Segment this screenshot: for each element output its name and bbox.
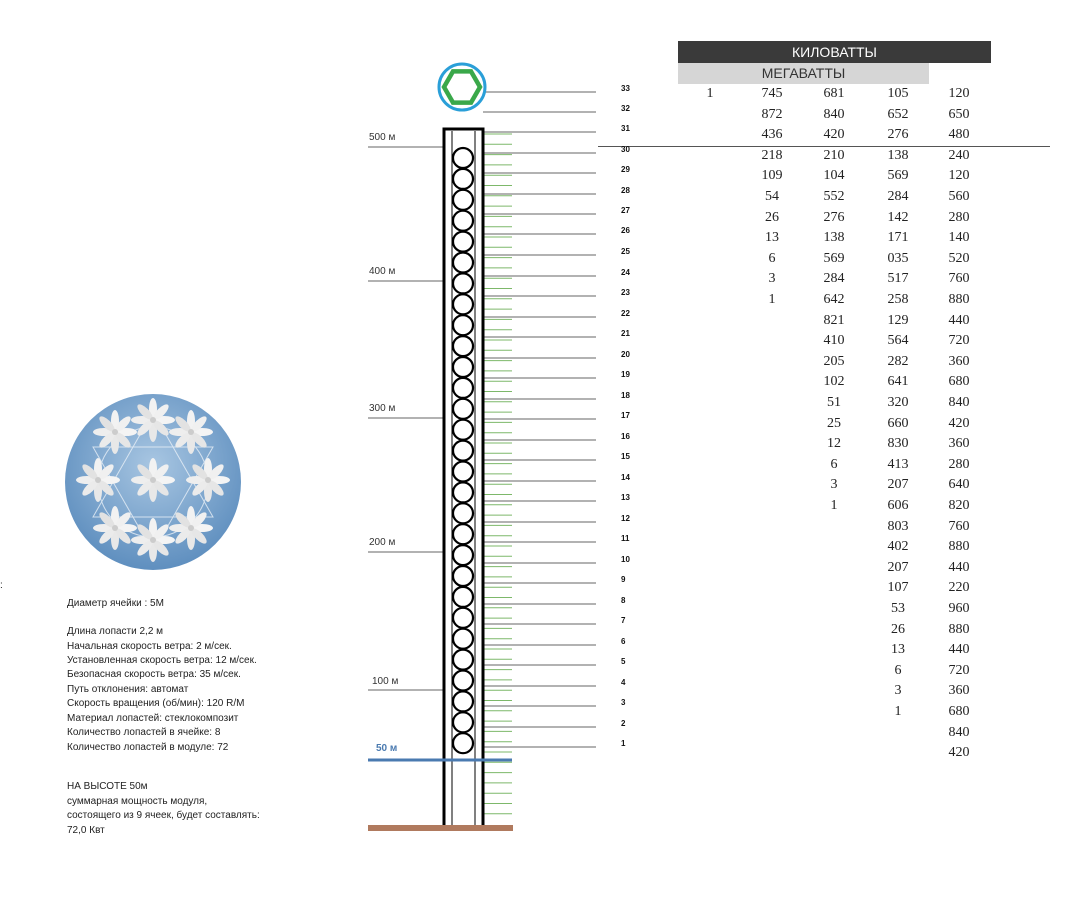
turbine-cell bbox=[453, 671, 473, 691]
table-cell: 035 bbox=[887, 250, 909, 266]
level-number: 8 bbox=[621, 596, 626, 605]
grass-lines bbox=[483, 134, 512, 814]
height-label: 200 м bbox=[369, 537, 396, 548]
level-number: 22 bbox=[621, 309, 630, 318]
table-cell: 642 bbox=[823, 292, 845, 307]
turbine-cell bbox=[453, 629, 473, 649]
spec-line: Установленная скорость ветра: 12 м/сек. bbox=[67, 655, 257, 666]
table-cell: 142 bbox=[887, 209, 909, 225]
table-cell: 276 bbox=[887, 127, 909, 143]
table-cell: 3 bbox=[894, 683, 902, 699]
table-cell: 258 bbox=[887, 292, 909, 307]
table-cell: 840 bbox=[948, 724, 970, 740]
table-cell: 109 bbox=[761, 168, 783, 184]
turbine-cell bbox=[453, 503, 473, 523]
table-cell: 480 bbox=[948, 127, 970, 143]
table-cell: 140 bbox=[948, 230, 970, 246]
level-number: 30 bbox=[621, 145, 630, 154]
height-label: 100 м bbox=[372, 676, 399, 687]
table-cell: 220 bbox=[948, 580, 970, 596]
hexagon-icon bbox=[444, 71, 480, 102]
table-cell: 210 bbox=[823, 147, 845, 163]
table-cell: 6 bbox=[894, 662, 902, 678]
height-label: 500 м bbox=[369, 132, 396, 143]
table-cell: 436 bbox=[761, 127, 783, 143]
table-cell: 218 bbox=[761, 147, 783, 163]
turbine-cell bbox=[453, 253, 473, 273]
table-cell: 53 bbox=[891, 601, 905, 616]
table-cell: 410 bbox=[823, 333, 845, 349]
table-cell: 360 bbox=[948, 683, 970, 699]
table-cell: 120 bbox=[948, 168, 970, 184]
table-cell: 171 bbox=[887, 230, 909, 246]
level-number: 27 bbox=[621, 206, 630, 215]
table-cell: 840 bbox=[823, 106, 845, 122]
turbine-cell bbox=[453, 566, 473, 586]
table-cell: 520 bbox=[948, 250, 970, 266]
level-number: 20 bbox=[621, 350, 630, 359]
table-cell: 720 bbox=[948, 662, 970, 678]
turbine-cell bbox=[453, 315, 473, 335]
level-number: 21 bbox=[621, 329, 630, 338]
turbine-cell bbox=[453, 545, 473, 565]
level-number: 2 bbox=[621, 719, 626, 728]
table-cell: 207 bbox=[887, 559, 909, 575]
table-cell: 821 bbox=[823, 312, 845, 328]
level-number: 23 bbox=[621, 288, 630, 297]
table-cell: 138 bbox=[823, 230, 845, 246]
table-cell: 284 bbox=[823, 271, 845, 287]
turbine-cell bbox=[453, 211, 473, 231]
turbine-cell bbox=[453, 378, 473, 398]
turbine-cell bbox=[453, 357, 473, 377]
turbine-cell bbox=[453, 232, 473, 252]
table-cell: 440 bbox=[948, 642, 970, 658]
table-cell: 650 bbox=[948, 106, 970, 122]
table-cell: 240 bbox=[948, 147, 970, 163]
table-cell: 13 bbox=[765, 230, 779, 246]
table-cell: 54 bbox=[765, 189, 779, 204]
level-number: 18 bbox=[621, 391, 630, 400]
table-cell: 420 bbox=[948, 415, 970, 431]
turbine-cell bbox=[453, 169, 473, 189]
turbine-cell bbox=[453, 587, 473, 607]
table-cell: 104 bbox=[823, 168, 845, 184]
table-cell: 1 bbox=[706, 86, 714, 101]
table-cell: 680 bbox=[948, 374, 970, 390]
table-cell: 560 bbox=[948, 189, 970, 204]
turbine-cell bbox=[453, 524, 473, 544]
table-cell: 569 bbox=[887, 168, 909, 184]
turbine-cell bbox=[453, 420, 473, 440]
table-cell: 3 bbox=[768, 271, 776, 287]
table-cell: 105 bbox=[887, 86, 909, 101]
height-label: 300 м bbox=[369, 403, 396, 414]
table-cell: 51 bbox=[827, 395, 841, 410]
table-cell: 745 bbox=[761, 86, 783, 101]
table-cell: 402 bbox=[887, 539, 909, 555]
level-number: 9 bbox=[621, 575, 626, 584]
table-cell: 564 bbox=[887, 333, 909, 349]
table-cell: 107 bbox=[887, 580, 909, 596]
table-cell: 360 bbox=[948, 436, 970, 452]
table-cell: 102 bbox=[823, 374, 845, 390]
table-cell: 880 bbox=[948, 539, 970, 555]
note-line: состоящего из 9 ячеек, будет составлять: bbox=[67, 810, 260, 821]
table-cell: 280 bbox=[948, 209, 970, 225]
table-cell: 660 bbox=[887, 415, 909, 431]
table-cell: 280 bbox=[948, 456, 970, 472]
table-cell: 652 bbox=[887, 106, 909, 122]
table-cell: 6 bbox=[768, 250, 776, 266]
stray-mark: : bbox=[0, 580, 3, 591]
level-number: 12 bbox=[621, 514, 630, 523]
tower-frame bbox=[444, 129, 483, 827]
kilowatts-header: КИЛОВАТТЫ bbox=[678, 41, 991, 63]
table-cell: 420 bbox=[948, 745, 970, 761]
turbine-cell bbox=[453, 294, 473, 314]
table-cell: 25 bbox=[827, 415, 841, 431]
table-cell: 880 bbox=[948, 621, 970, 637]
table-cell: 207 bbox=[887, 477, 909, 493]
table-cell: 517 bbox=[887, 271, 909, 287]
turbine-cells bbox=[453, 148, 473, 753]
spec-line: Диаметр ячейки : 5М bbox=[67, 598, 164, 609]
table-cell: 413 bbox=[887, 456, 909, 472]
height-ticks bbox=[368, 147, 444, 690]
table-cell: 840 bbox=[948, 395, 970, 410]
level-number: 4 bbox=[621, 678, 626, 687]
spec-line: Путь отклонения: автомат bbox=[67, 684, 189, 695]
turbine-cell bbox=[453, 691, 473, 711]
table-cell: 320 bbox=[887, 395, 909, 410]
table-cell: 420 bbox=[823, 127, 845, 143]
note-line: НА ВЫСОТЕ 50м bbox=[67, 781, 148, 792]
turbine-cell bbox=[453, 190, 473, 210]
table-cell: 1 bbox=[830, 498, 838, 513]
height-label: 400 м bbox=[369, 266, 396, 277]
table-cell: 720 bbox=[948, 333, 970, 349]
level-number: 32 bbox=[621, 104, 630, 113]
level-number: 5 bbox=[621, 657, 626, 666]
spec-line: Материал лопастей: стеклокомпозит bbox=[67, 713, 239, 724]
table-cell: 3 bbox=[830, 477, 838, 493]
ground-bar bbox=[368, 825, 513, 831]
table-cell: 760 bbox=[948, 518, 970, 534]
spec-line: Безопасная скорость ветра: 35 м/сек. bbox=[67, 669, 241, 680]
level-number: 6 bbox=[621, 637, 626, 646]
table-cell: 640 bbox=[948, 477, 970, 493]
table-cell: 282 bbox=[887, 353, 909, 369]
turbine-cell bbox=[453, 399, 473, 419]
spec-line: Количество лопастей в модуле: 72 bbox=[67, 742, 229, 753]
spec-line: Начальная скорость ветра: 2 м/сек. bbox=[67, 641, 232, 652]
level-number: 25 bbox=[621, 247, 630, 256]
turbine-cell bbox=[453, 462, 473, 482]
level-number: 19 bbox=[621, 370, 630, 379]
table-cell: 13 bbox=[891, 642, 905, 658]
table-cell: 820 bbox=[948, 498, 970, 513]
table-cell: 1 bbox=[894, 704, 902, 719]
table-cell: 872 bbox=[761, 106, 783, 122]
level-number: 15 bbox=[621, 452, 630, 461]
table-cell: 284 bbox=[887, 189, 909, 204]
level-number: 3 bbox=[621, 698, 626, 707]
table-cell: 205 bbox=[823, 353, 845, 369]
table-cell: 569 bbox=[823, 250, 845, 266]
level-number: 24 bbox=[621, 268, 630, 277]
level-number: 7 bbox=[621, 616, 626, 625]
turbine-cell bbox=[453, 608, 473, 628]
table-cell: 6 bbox=[830, 456, 838, 472]
turbine-cell bbox=[453, 441, 473, 461]
table-cell: 276 bbox=[823, 209, 845, 225]
table-cell: 552 bbox=[823, 189, 845, 204]
level-number: 1 bbox=[621, 739, 626, 748]
megawatts-header: МЕГАВАТТЫ bbox=[678, 63, 929, 84]
table-cell: 880 bbox=[948, 292, 970, 307]
spec-line: Скорость вращения (об/мин): 120 R/M bbox=[67, 698, 245, 709]
table-cell: 120 bbox=[948, 86, 970, 101]
turbine-cell bbox=[453, 733, 473, 753]
table-cell: 360 bbox=[948, 353, 970, 369]
turbine-cell bbox=[453, 482, 473, 502]
level-number: 13 bbox=[621, 493, 630, 502]
height-label: 50 м bbox=[376, 743, 398, 754]
table-cell: 440 bbox=[948, 312, 970, 328]
table-cell: 641 bbox=[887, 374, 909, 390]
turbine-cell bbox=[453, 712, 473, 732]
spec-line: Длина лопасти 2,2 м bbox=[67, 626, 164, 637]
level-number: 16 bbox=[621, 432, 630, 441]
level-number: 29 bbox=[621, 165, 630, 174]
table-cell: 440 bbox=[948, 559, 970, 575]
table-cell: 26 bbox=[891, 621, 905, 637]
note-line: 72,0 Квт bbox=[67, 825, 105, 836]
turbine-cell bbox=[453, 650, 473, 670]
level-number: 33 bbox=[621, 84, 630, 93]
level-number: 28 bbox=[621, 186, 630, 195]
table-cell: 606 bbox=[887, 498, 909, 513]
turbine-cell bbox=[453, 273, 473, 293]
note-line: суммарная мощность модуля, bbox=[67, 796, 208, 807]
table-cell: 960 bbox=[948, 601, 970, 616]
level-number: 26 bbox=[621, 226, 630, 235]
table-cell: 830 bbox=[887, 436, 909, 452]
spec-line: Количество лопастей в ячейке: 8 bbox=[67, 727, 221, 738]
level-number: 11 bbox=[621, 534, 630, 543]
table-cell: 138 bbox=[887, 147, 909, 163]
turbine-cell bbox=[453, 148, 473, 168]
level-number: 14 bbox=[621, 473, 630, 482]
table-cell: 12 bbox=[827, 436, 841, 452]
table-cell: 129 bbox=[887, 312, 909, 328]
turbine-module-image bbox=[63, 392, 243, 572]
table-cell: 1 bbox=[768, 292, 776, 307]
level-number: 17 bbox=[621, 411, 630, 420]
table-cell: 760 bbox=[948, 271, 970, 287]
table-cell: 26 bbox=[765, 209, 779, 225]
table-cell: 680 bbox=[948, 704, 970, 719]
level-number: 31 bbox=[621, 124, 630, 133]
level-number: 10 bbox=[621, 555, 630, 564]
turbine-cell bbox=[453, 336, 473, 356]
table-cell: 681 bbox=[823, 86, 845, 101]
table-cell: 803 bbox=[887, 518, 909, 534]
